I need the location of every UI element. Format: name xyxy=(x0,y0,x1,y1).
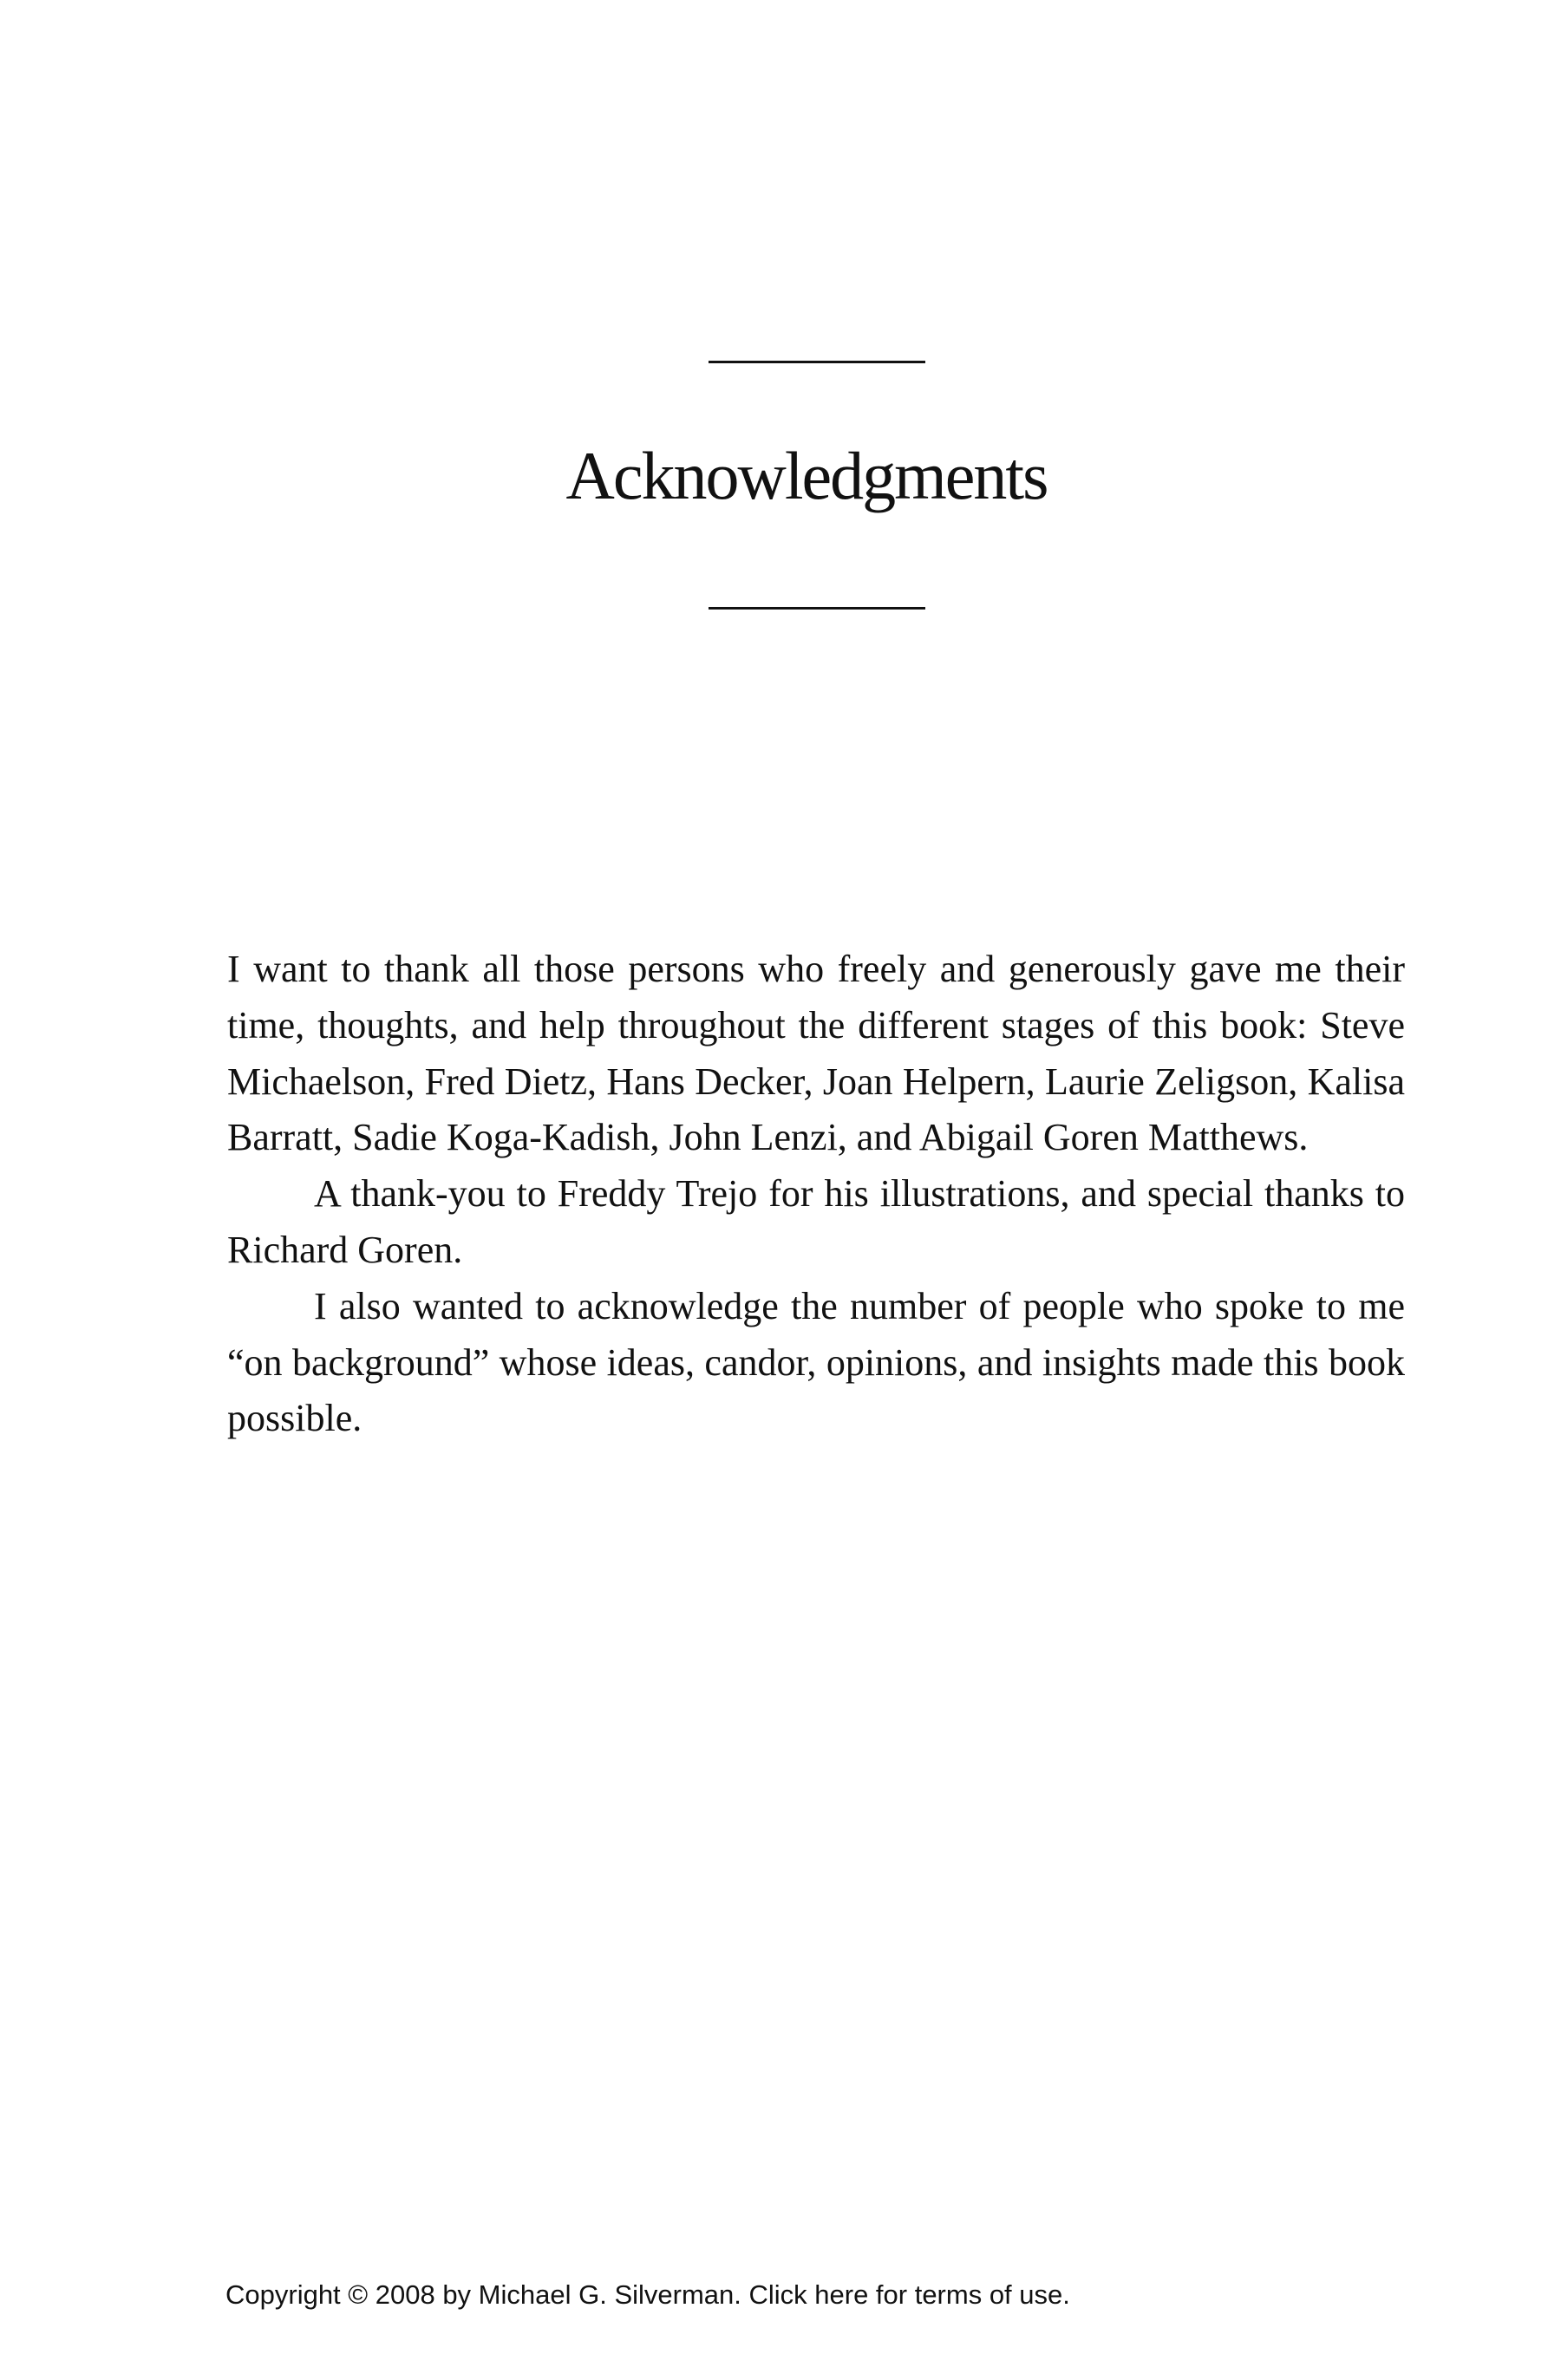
title-rule-bottom xyxy=(709,607,925,610)
paragraph: I also wanted to acknowledge the number of people who spoke to me “on background” whose ideas, candor, opinions, and insights made this book possible. xyxy=(227,1284,1405,1440)
acknowledgments-body xyxy=(227,942,1405,1447)
paragraph: I want to thank all those persons who freely and generously gave me their time, thoughts, and help throughout the different stages of this book: Steve Michaelson, Fred Dietz, Hans Decker, Joan Helpern, Laurie Zeligson, Kalisa Barratt, Sadie Koga-Kadish, John Lenzi, and Abigail Goren Matthews. xyxy=(227,948,1405,1159)
copyright-terms-link[interactable]: Copyright © 2008 by Michael G. Silverman. Click here for terms of use. xyxy=(225,2279,1070,2310)
paragraph: A thank-you to Freddy Trejo for his illustrations, and special thanks to Richard Goren. xyxy=(227,1172,1405,1271)
page-title: Acknowledgments xyxy=(565,438,1048,513)
title-rule-top xyxy=(709,361,925,363)
